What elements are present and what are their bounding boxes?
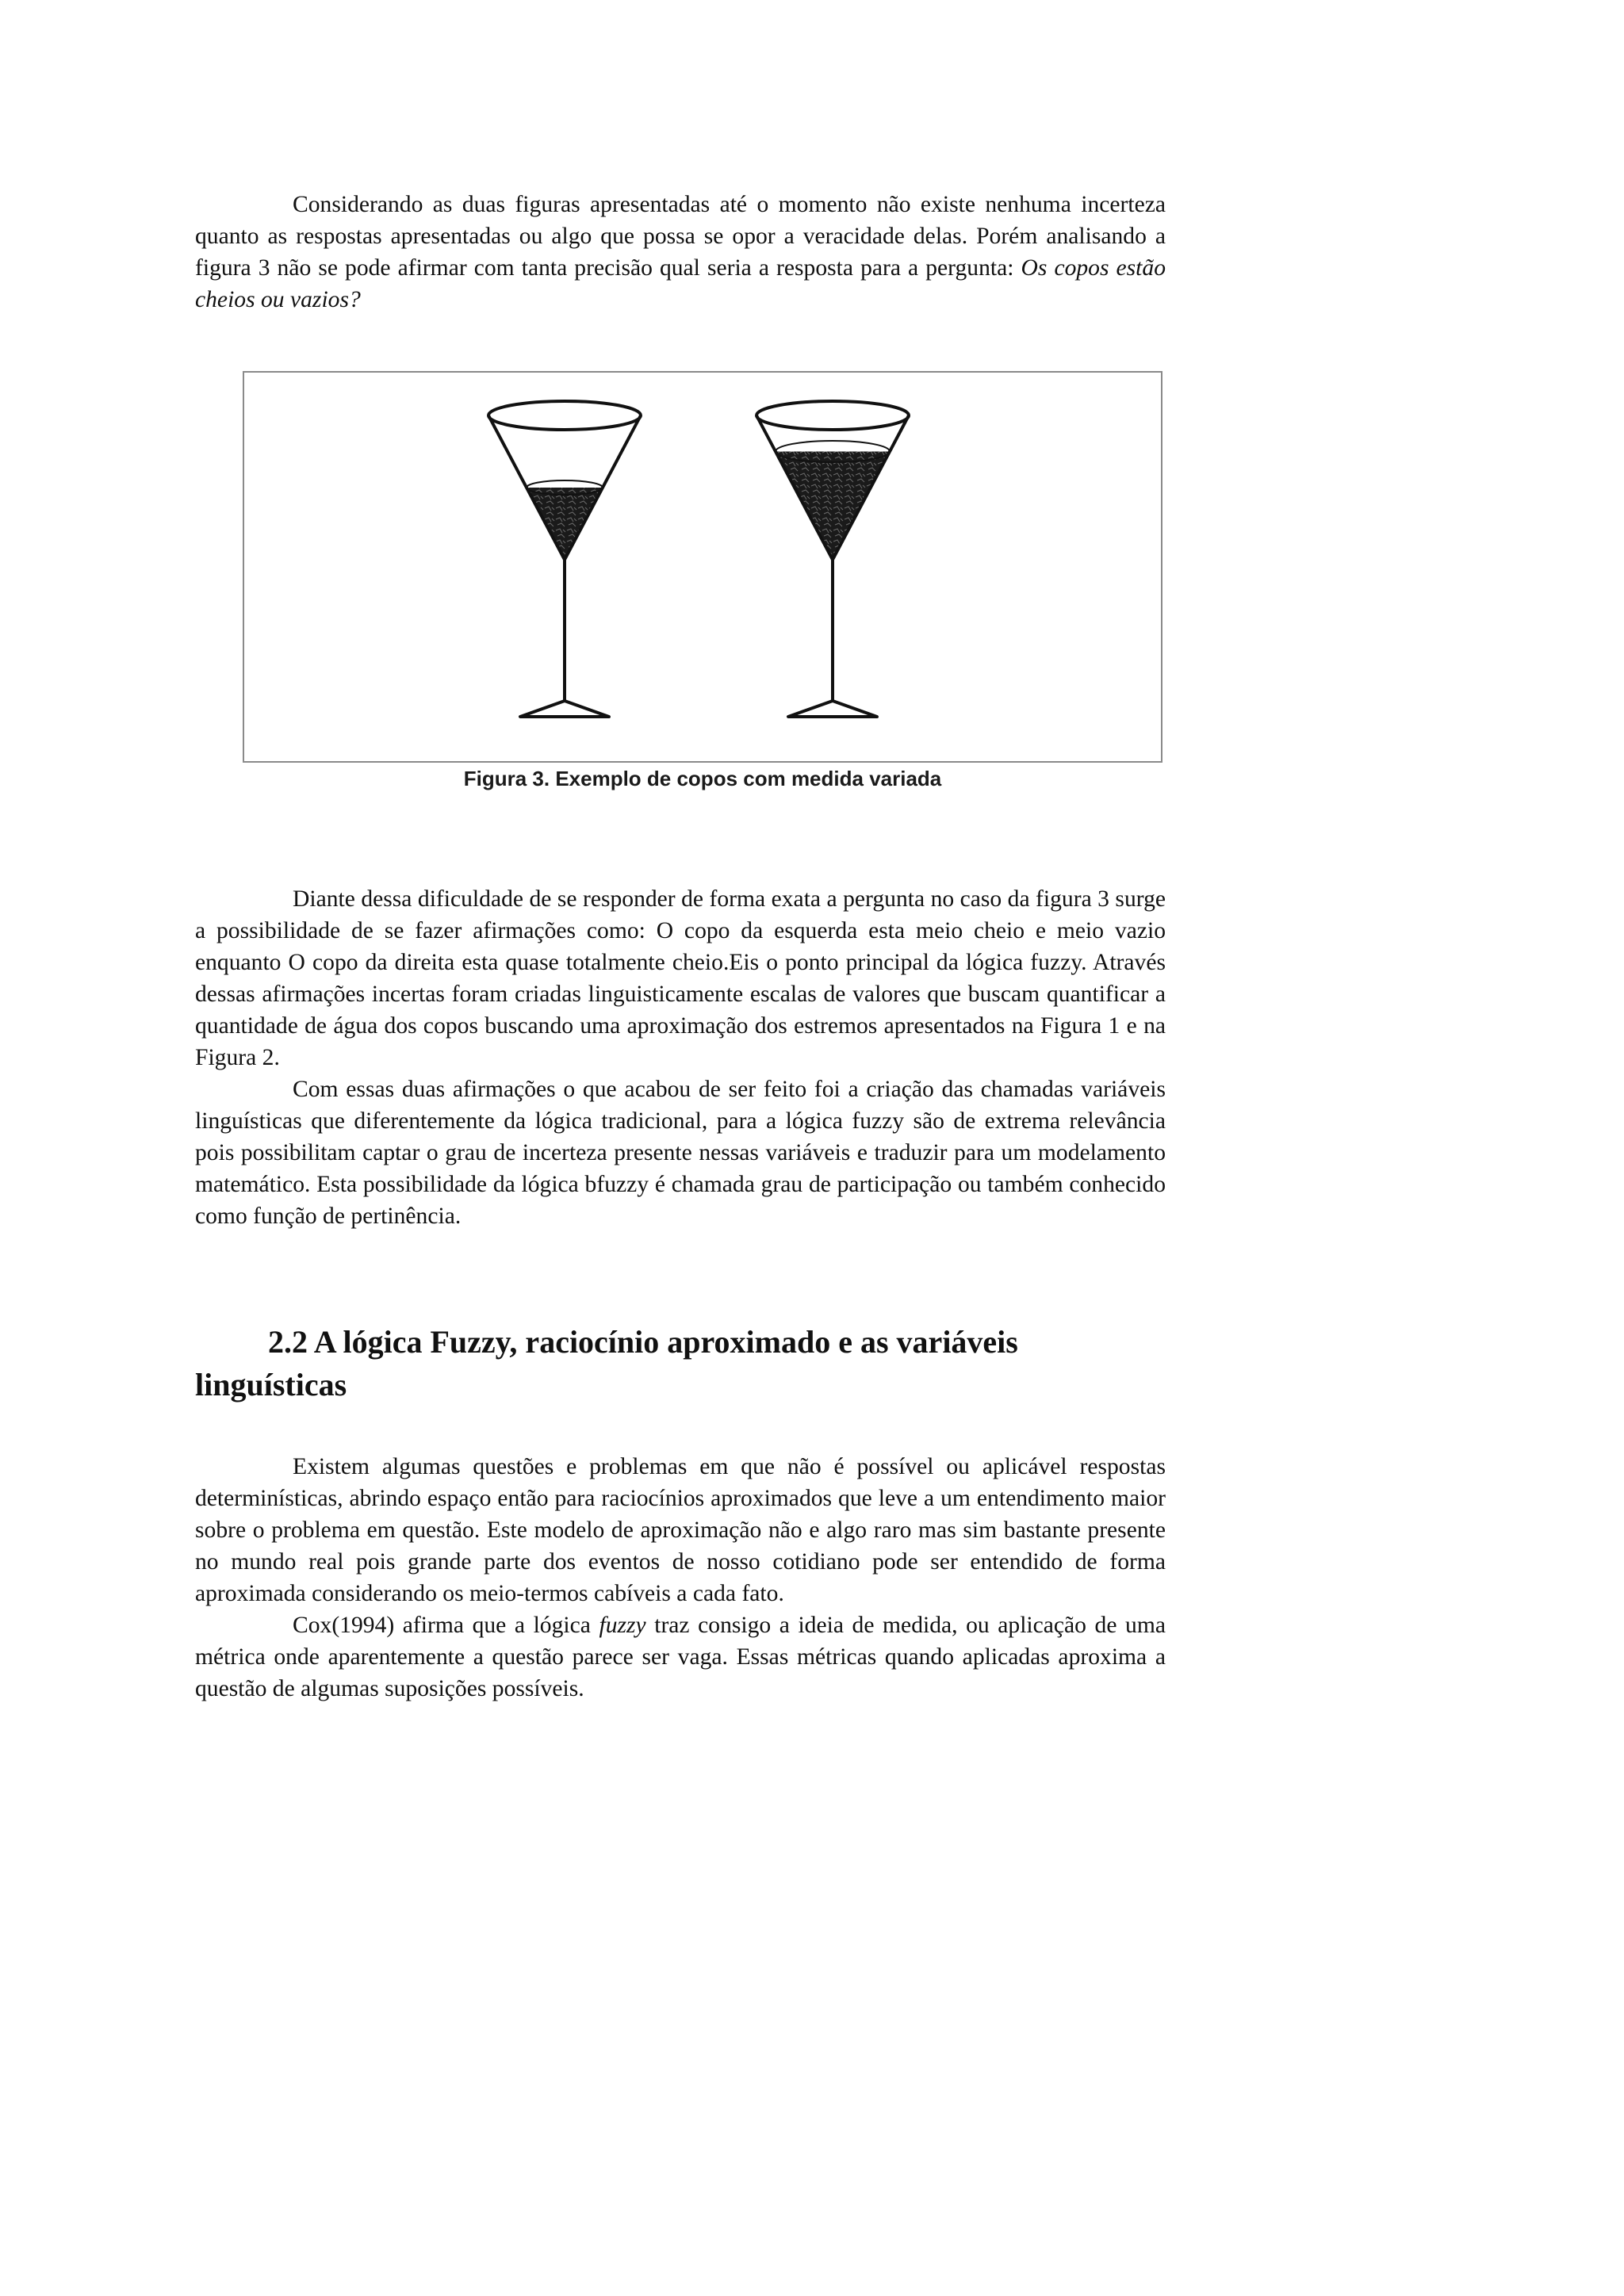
paragraph-diante: Diante dessa dificuldade de se responder de forma exata a pergunta no caso da figura 3 surge a possibilidade de se fazer afirmações como: O copo da esquerda esta meio cheio e meio vazio enquanto O copo da direita esta quase totalmente cheio.Eis o ponto principal da lógica fuzzy. Através dessas afirmações incertas foram criadas linguisticamente escalas de valores que buscam quantificar a quantidade de água dos copos buscando uma aproximação dos estremos apresentados na Figura 1 e na Figura 2. bbox=[195, 886, 1166, 1070]
figure-caption: Figura 3. Exemplo de copos com medida variada bbox=[463, 767, 942, 790]
glass-base bbox=[788, 701, 877, 717]
intro-question: Os copos estão cheios ou vazios? bbox=[195, 255, 1166, 312]
paragraph-intro bbox=[195, 189, 1166, 316]
fuzzy-emphasis: fuzzy bbox=[599, 1613, 646, 1638]
glass-right bbox=[756, 401, 909, 717]
liquid bbox=[776, 452, 890, 561]
glass-base bbox=[520, 701, 609, 717]
paragraph-cox: Cox(1994) afirma que a lógica fuzzy traz consigo a ideia de medida, ou aplicação de uma métrica onde aparentemente a questão parece ser vaga. Essas métricas quando aplicadas aproxima a questão de algumas suposições possíveis. bbox=[195, 1613, 1166, 1701]
glasses-illustration bbox=[244, 373, 1161, 761]
paragraph-com: Com essas duas afirmações o que acabou de ser feito foi a criação das chamadas variáveis linguísticas que diferentemente da lógica tradicional, para a lógica fuzzy são de extrema relevância pois possibilitam captar o grau de incerteza presente nessas variáveis e traduzir para um modelamento matemático. Esta possibilidade da lógica bfuzzy é chamada grau de participação ou também conhecido como função de pertinência. bbox=[195, 1077, 1166, 1229]
paragraph-group-1 bbox=[195, 883, 1166, 1232]
glass-left bbox=[488, 401, 641, 717]
liquid bbox=[527, 488, 603, 560]
section-heading: 2.2 A lógica Fuzzy, raciocínio aproximado e as variáveis linguísticas bbox=[195, 1324, 1018, 1402]
glass-rim bbox=[756, 401, 909, 430]
paragraph-group-2 bbox=[195, 1451, 1166, 1705]
figure-3-frame bbox=[243, 371, 1162, 763]
paragraph-existem: Existem algumas questões e problemas em que não é possível ou aplicável respostas determinísticas, abrindo espaço então para raciocínios aproximados que leve a um entendimento maior sobre o problema em questão. Este modelo de aproximação não e algo raro mas sim bastante presente no mundo real pois grande parte dos eventos de nosso cotidiano pode ser entendido de forma aproximada considerando os meio-termos cabíveis a cada fato. bbox=[195, 1454, 1166, 1606]
intro-text: Considerando as duas figuras apresentadas até o momento não existe nenhuma incerteza quanto as respostas apresentadas ou algo que possa se opor a veracidade delas. Porém analisando a figura 3 não se pode afirmar com tanta precisão qual seria a resposta para a pergunta: bbox=[195, 192, 1166, 281]
glass-rim bbox=[488, 401, 641, 430]
